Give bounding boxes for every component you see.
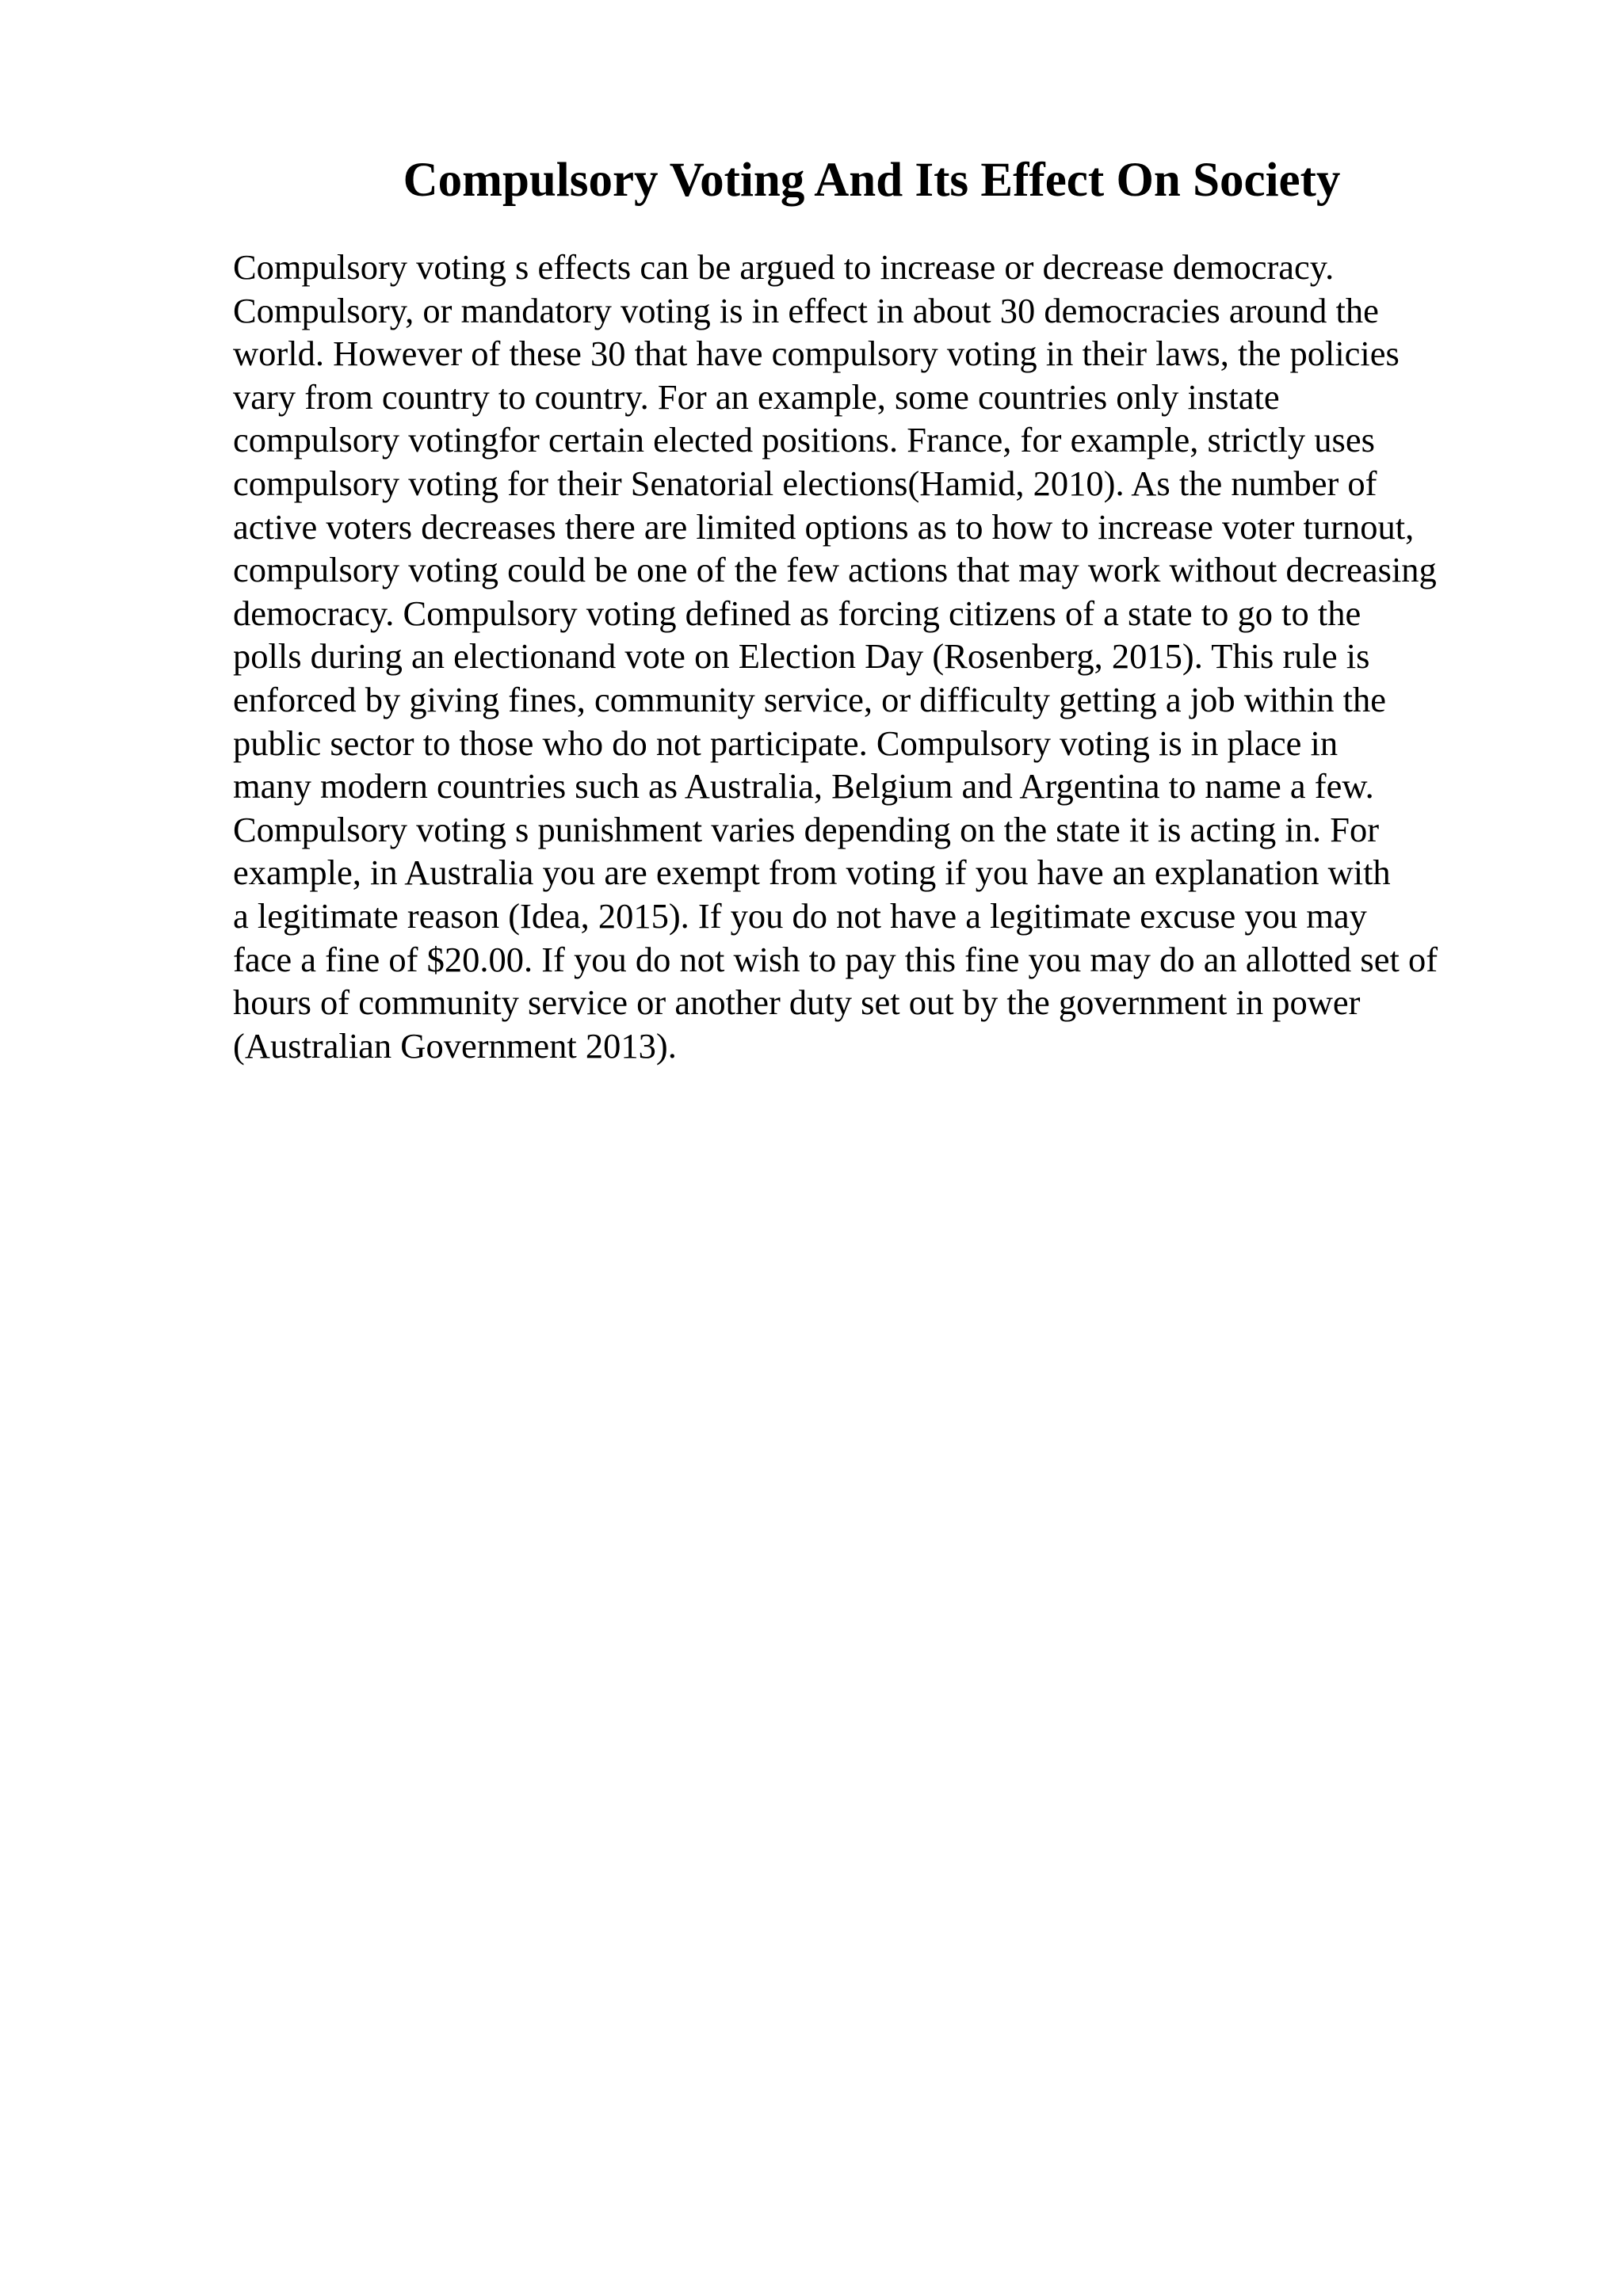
body-line: polls during an electionand vote on Election Day (Rosenberg, 2015). This rule is [233, 636, 1370, 677]
body-line: compulsory votingfor certain elected positions. France, for example, strictly uses [233, 420, 1375, 460]
body-line: many modern countries such as Australia, Belgium and Argentina to name a few. [233, 766, 1374, 807]
body-line: compulsory voting could be one of the few actions that may work without decreasing [233, 550, 1437, 590]
body-line: compulsory voting for their Senatorial elections(Hamid, 2010). As the number of [233, 463, 1377, 503]
document-title: Compulsory Voting And Its Effect On Society [403, 154, 1341, 207]
body-line: Compulsory, or mandatory voting is in effect in about 30 democracies around the [233, 290, 1379, 330]
body-line: public sector to those who do not participate. Compulsory voting is in place in [233, 723, 1338, 763]
body-line: active voters decreases there are limited options as to how to increase voter turnout, [233, 506, 1415, 547]
document-body [233, 246, 1580, 1067]
body-line: Compulsory voting s effects can be argued to increase or decrease democracy. [233, 247, 1335, 287]
body-line: world. However of these 30 that have compulsory voting in their laws, the policies [233, 334, 1400, 374]
body-line: (Australian Government 2013). [233, 1025, 677, 1066]
body-line: democracy. Compulsory voting defined as forcing citizens of a state to go to the [233, 593, 1361, 633]
body-line: example, in Australia you are exempt from voting if you have an explanation with [233, 852, 1391, 893]
body-line: vary from country to country. For an example, some countries only instate [233, 376, 1280, 417]
body-line: enforced by giving fines, community service, or difficulty getting a job within the [233, 679, 1386, 719]
body-line: hours of community service or another duty set out by the government in power [233, 982, 1361, 1023]
body-line: a legitimate reason (Idea, 2015). If you do not have a legitimate excuse you may [233, 895, 1367, 936]
body-line: Compulsory voting s punishment varies depending on the state it is acting in. For [233, 809, 1380, 849]
body-line: face a fine of $20.00. If you do not wish to pay this fine you may do an allotted set of [233, 939, 1438, 979]
